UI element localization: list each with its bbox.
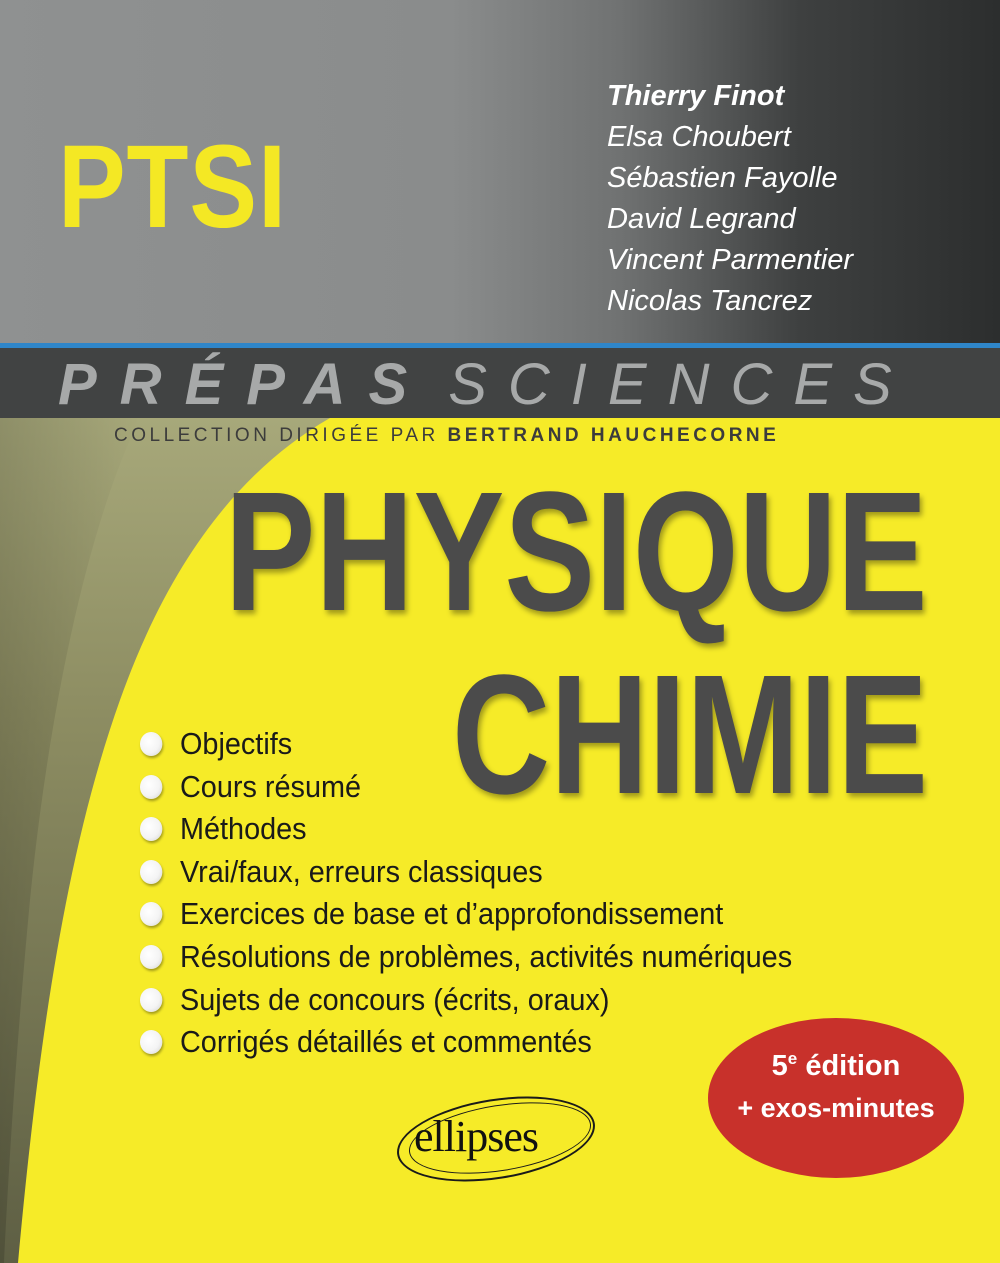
feature-item: Résolutions de problèmes, activités numériques <box>140 936 792 979</box>
bullet-icon <box>140 817 162 841</box>
feature-item: Objectifs <box>140 723 792 766</box>
collection-word-sciences: SCIENCES <box>448 352 913 417</box>
author-name: Thierry Finot <box>607 80 785 112</box>
bullet-icon <box>140 732 162 756</box>
director-name: BERTRAND HAUCHECORNE <box>447 425 780 446</box>
level-label: PTSI <box>58 121 288 253</box>
edition-number: 5e édition <box>771 1049 901 1082</box>
collection-word-prepas: PRÉPAS <box>58 352 431 417</box>
feature-item: Exercices de base et d’approfondissement <box>140 893 792 936</box>
author-name: David Legrand <box>607 203 796 235</box>
collection-director <box>114 425 779 447</box>
author-name: Vincent Parmentier <box>607 244 854 276</box>
bullet-icon <box>140 775 162 799</box>
feature-list <box>140 723 841 1064</box>
publisher-logo <box>388 1095 608 1185</box>
edition-badge <box>708 1018 964 1178</box>
bullet-icon <box>140 902 162 926</box>
bullet-icon <box>140 860 162 884</box>
edition-extra: + exos-minutes <box>737 1093 935 1123</box>
author-name: Sébastien Fayolle <box>607 162 838 194</box>
publisher-name: ellipses <box>414 1112 538 1161</box>
feature-item: Corrigés détaillés et commentés <box>140 1021 792 1064</box>
bullet-icon <box>140 1030 162 1054</box>
author-name: Nicolas Tancrez <box>607 285 813 317</box>
bullet-icon <box>140 988 162 1012</box>
director-prefix: COLLECTION DIRIGÉE PAR <box>114 425 439 446</box>
bullet-icon <box>140 945 162 969</box>
feature-item: Vrai/faux, erreurs classiques <box>140 851 792 894</box>
feature-item: Cours résumé <box>140 766 792 809</box>
title-line-chimie: CHIMIE <box>452 640 928 830</box>
feature-item: Sujets de concours (écrits, oraux) <box>140 979 792 1022</box>
collection-name <box>58 352 913 417</box>
feature-item: Méthodes <box>140 808 792 851</box>
title-line-physique: PHYSIQUE <box>225 457 928 647</box>
author-list <box>607 78 853 324</box>
author-name: Elsa Choubert <box>607 121 791 153</box>
